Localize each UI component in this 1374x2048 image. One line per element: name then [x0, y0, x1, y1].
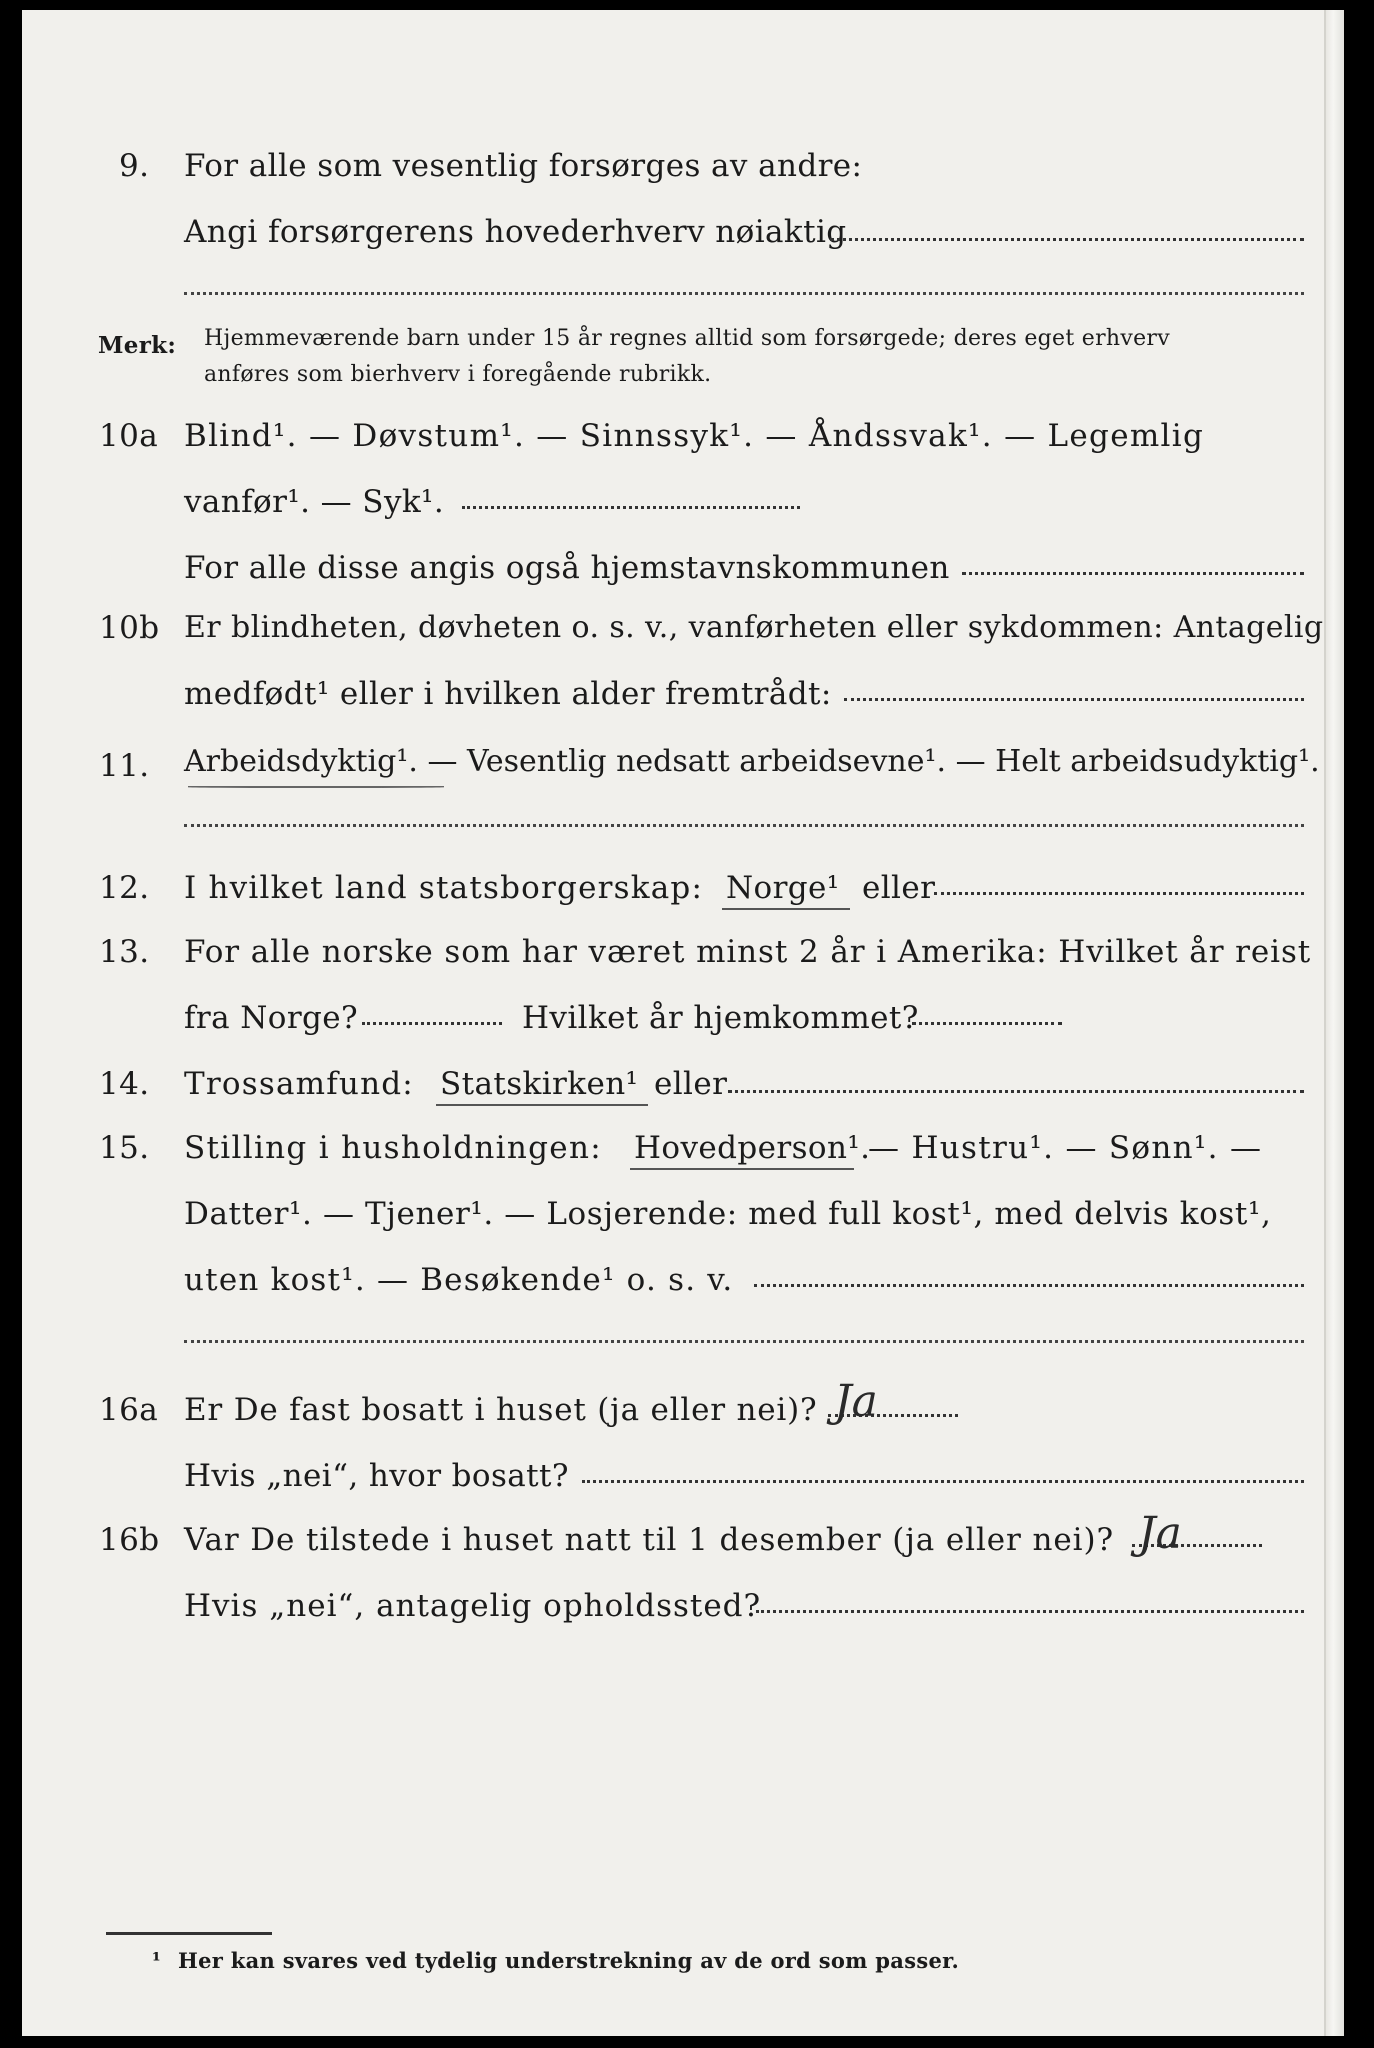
q13-year-left-field[interactable]	[362, 1022, 502, 1025]
q16a-handwritten-answer: Ja	[834, 1376, 878, 1427]
q11-number: 11.	[99, 748, 150, 784]
q15-household-label: Stilling i husholdningen:	[184, 1130, 602, 1166]
q11-underline	[188, 786, 444, 788]
q16a-number: 16a	[99, 1392, 159, 1428]
page-edge	[1324, 10, 1344, 2036]
merk-text-2: anføres som bierhverv i foregående rubrikk.	[204, 362, 712, 387]
q10b-age-field[interactable]	[844, 698, 1304, 701]
merk-text-1: Hjemmeværende barn under 15 år regnes alltid som forsørgede; deres eget erhverv	[204, 326, 1170, 351]
footnote-marker: ¹	[152, 1948, 162, 1972]
q14-religion-field[interactable]	[728, 1090, 1304, 1093]
q16b-location-label: Hvis „nei“, antagelig opholdssted?	[184, 1588, 762, 1624]
q16a-where-field[interactable]	[582, 1480, 1304, 1483]
q14-or: eller	[654, 1066, 728, 1102]
q13-america-question: For alle norske som har været minst 2 år i Amerika: Hvilket år reist	[184, 934, 1312, 970]
q10a-home-municipality-field[interactable]	[962, 572, 1304, 575]
q10a-number: 10a	[99, 418, 159, 454]
q10b-question-2: medfødt¹ eller i hvilken alder fremtrådt:	[184, 676, 832, 712]
q12-number: 12.	[99, 870, 150, 906]
q10a-conditions: Blind¹. — Døvstum¹. — Sinnssyk¹. — Åndssvak¹. — Legemlig	[184, 418, 1205, 454]
q15-underline	[630, 1168, 854, 1170]
q16a-where-label: Hvis „nei“, hvor bosatt?	[184, 1458, 569, 1494]
q15-head-option: Hovedperson¹.	[634, 1130, 871, 1166]
q10a-sick-field[interactable]	[462, 506, 800, 509]
q10b-question: Er blindheten, døvheten o. s. v., vanførheten eller sykdommen: Antagelig	[184, 610, 1324, 645]
q14-state-church-option: Statskirken¹	[440, 1066, 639, 1102]
q10a-conditions-2: vanfør¹. — Syk¹.	[184, 484, 445, 520]
q10a-home-municipality-label: For alle disse angis også hjemstavnskommunen	[184, 550, 950, 586]
q15-number: 15.	[99, 1130, 150, 1166]
q15-extra-line[interactable]	[184, 1340, 1304, 1343]
q15-options-1: — Hustru¹. — Sønn¹. —	[868, 1130, 1263, 1166]
q12-citizenship-label: I hvilket land statsborgerskap:	[184, 870, 704, 906]
q9-heading: For alle som vesentlig forsørges av andre:	[184, 148, 863, 184]
q16b-number: 16b	[99, 1522, 160, 1558]
q11-extra-line[interactable]	[184, 824, 1304, 827]
q12-country-field[interactable]	[934, 892, 1304, 895]
q9-number: 9.	[119, 148, 150, 184]
q9-extra-line[interactable]	[184, 292, 1304, 295]
q16a-residence-question: Er De fast bosatt i huset (ja eller nei)?	[184, 1392, 818, 1428]
q14-underline	[436, 1104, 648, 1106]
q15-options-2: Datter¹. — Tjener¹. — Losjerende: med full kost¹, med delvis kost¹,	[184, 1196, 1272, 1232]
q13-year-returned-field[interactable]	[912, 1022, 1062, 1025]
q12-norway-option: Norge¹	[726, 870, 840, 906]
q16b-handwritten-answer: Ja	[1138, 1508, 1182, 1559]
q16b-location-field[interactable]	[756, 1610, 1304, 1613]
q13-number: 13.	[99, 934, 150, 970]
merk-label: Merk:	[98, 332, 177, 359]
q10b-number: 10b	[99, 610, 160, 646]
q13-left-norway-label: fra Norge?	[184, 1000, 359, 1036]
census-form-page	[22, 10, 1344, 2036]
q9-provider-field[interactable]	[830, 238, 1304, 241]
q13-returned-label: Hvilket år hjemkommet?	[522, 1000, 919, 1036]
q9-provider-label: Angi forsørgerens hovederhverv nøiaktig	[184, 214, 847, 250]
q12-or: eller	[862, 870, 936, 906]
q14-number: 14.	[99, 1066, 150, 1102]
footnote-text: Her kan svares ved tydelig understrekning av de ord som passer.	[178, 1948, 960, 1973]
q16b-presence-question: Var De tilstede i huset natt til 1 desember (ja eller nei)?	[184, 1522, 1114, 1558]
q12-underline	[722, 908, 850, 910]
q15-other-field[interactable]	[754, 1284, 1304, 1287]
q11-work-ability: Arbeidsdyktig¹. — Vesentlig nedsatt arbeidsevne¹. — Helt arbeidsudyktig¹.	[184, 744, 1320, 779]
footnote-rule	[106, 1932, 272, 1935]
q15-options-3: uten kost¹. — Besøkende¹ o. s. v.	[184, 1262, 734, 1298]
q14-religion-label: Trossamfund:	[184, 1066, 414, 1102]
